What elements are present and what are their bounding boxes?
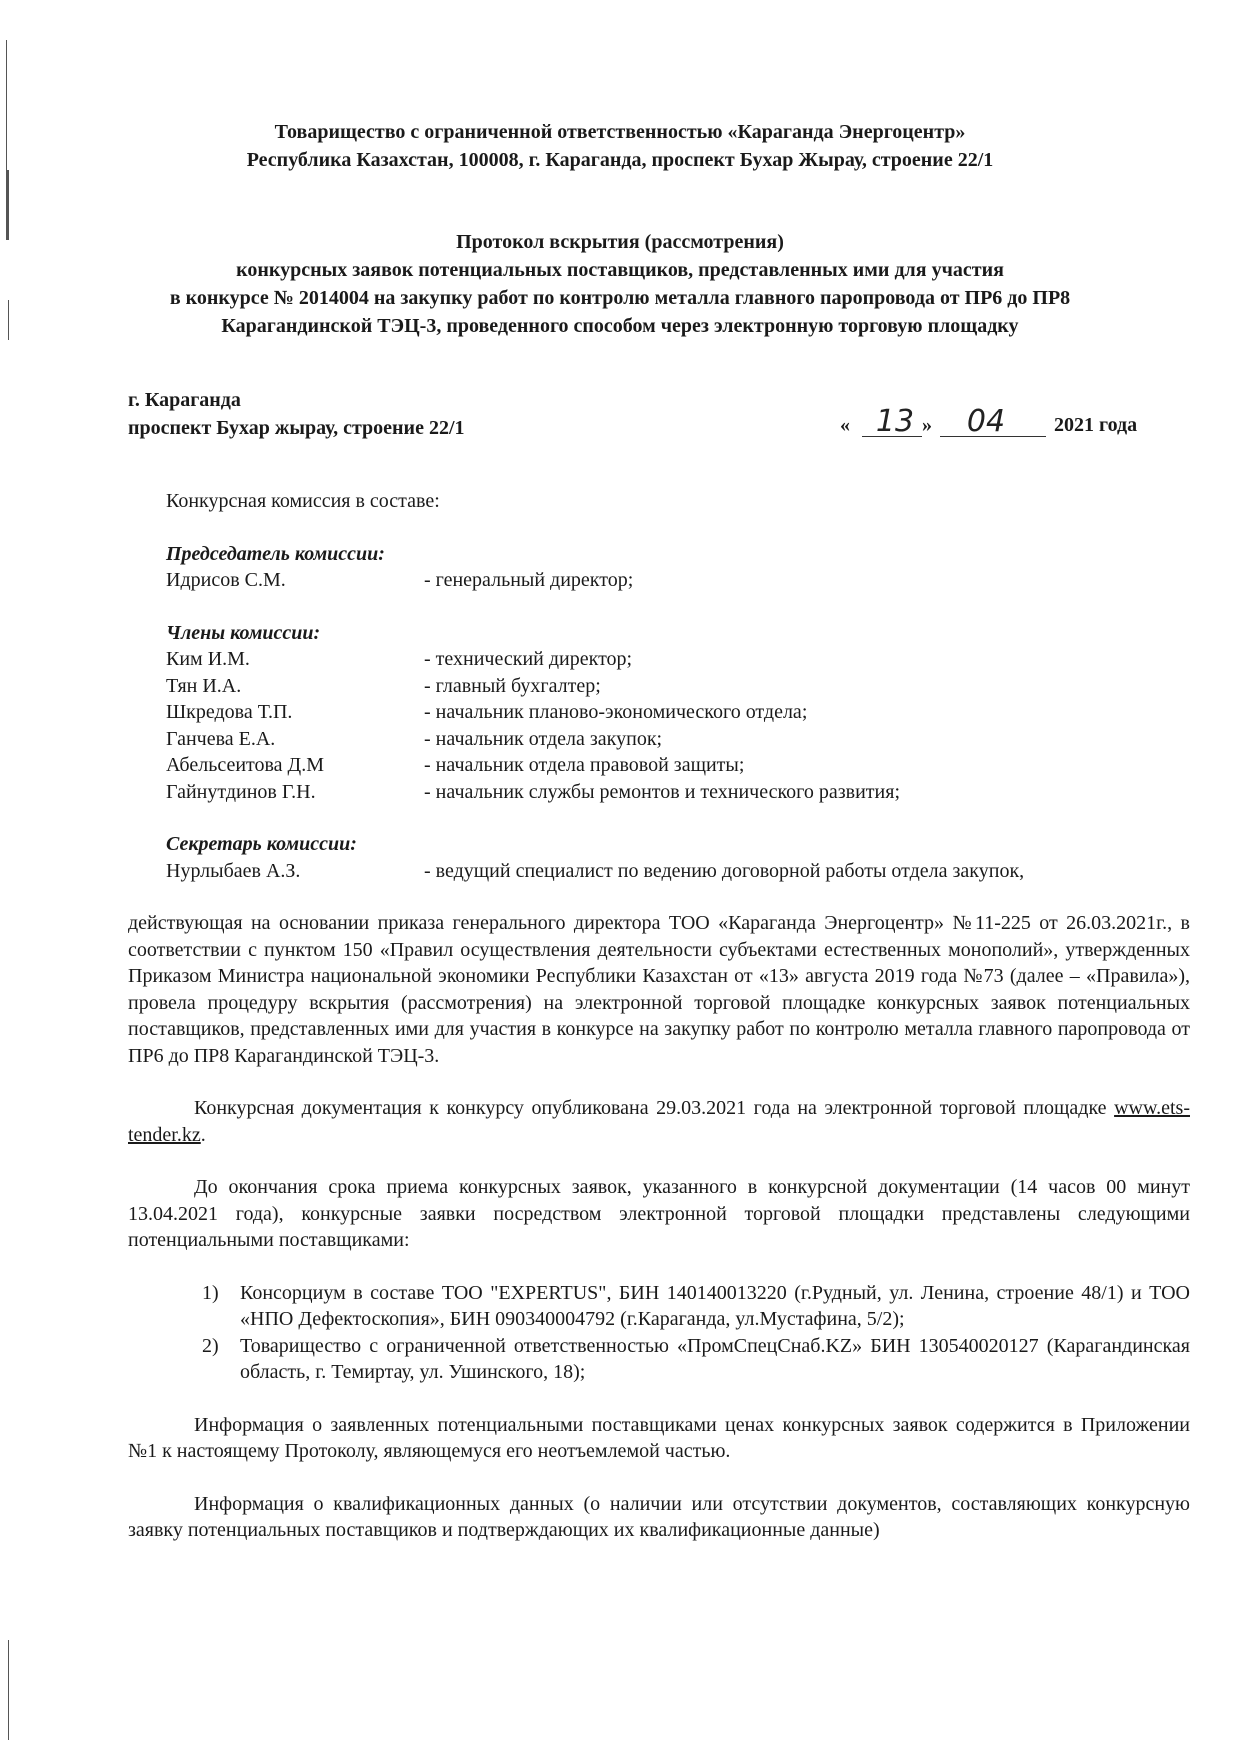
protocol-body xyxy=(128,910,1190,1570)
date-close-quote: » xyxy=(922,414,932,436)
commission-list xyxy=(166,488,1146,884)
protocol-title xyxy=(0,228,1240,340)
member-name: Ганчева Е.А. xyxy=(166,727,276,750)
member-position: - начальник отдела правовой защиты; xyxy=(424,754,745,776)
member-name: Тян И.А. xyxy=(166,674,242,697)
chair-row xyxy=(166,567,1146,594)
member-row xyxy=(166,673,1146,700)
paragraph-basis: действующая на основании приказа генерального директора ТОО «Караганда Энергоцентр» №11-225 от 26.03.2021г., в соответствии с пунктом 150 «Правил осуществления деятельности субъектами естественных монополий», утвержденных Приказом Министра национальной экономики Республики Казахстан от «13» августа 2019 года №73 (далее – «Правила»), провела процедуру вскрытия (рассмотрения) на электронной торговой площадке конкурсных заявок потенциальных поставщиков, представленных ими для участия в конкурсе на закупку работ по контролю металла главного паропровода от ПР6 до ПР8 Карагандинской ТЭЦ-3. xyxy=(128,912,1190,1067)
member-name: Гайнутдинов Г.Н. xyxy=(166,780,316,803)
commission-intro: Конкурсная комиссия в составе: xyxy=(166,490,440,512)
date-open-quote: « xyxy=(840,414,850,436)
list-item xyxy=(128,1333,1190,1386)
list-item-number: 2) xyxy=(202,1334,219,1357)
organization-header xyxy=(0,118,1240,174)
list-item xyxy=(128,1280,1190,1333)
paragraph-qualification: Информация о квалификационных данных (о наличии или отсутствии документов, составляющих конкурсную заявку потенциальных поставщиков и подтверждающих их квалификационные данные) xyxy=(128,1492,1190,1541)
member-row xyxy=(166,646,1146,673)
paragraph-submissions: До окончания срока приема конкурсных заявок, указанного в конкурсной документации (14 часов 00 минут 13.04.2021 года), конкурсные заявки посредством электронной торговой площадки представлены следующими потенциальными поставщиками: xyxy=(128,1176,1190,1251)
member-row xyxy=(166,726,1146,753)
list-item-text: Товарищество с ограниченной ответственностью «ПромСпецСнаб.KZ» БИН 130540020127 (Карагандинская область, г. Темиртау, ул. Ушинского, 18); xyxy=(240,1334,1190,1383)
member-position: - начальник отдела закупок; xyxy=(424,727,663,750)
secretary-row xyxy=(166,858,1146,885)
member-position: - начальник службы ремонтов и технического развития; xyxy=(424,780,900,803)
member-name: Абельсеитова Д.М xyxy=(166,754,324,776)
chair-label: Председатель комиссии: xyxy=(166,542,385,565)
list-item-text: Консорциум в составе ТОО "EXPERTUS", БИН 140140013220 (г.Рудный, ул. Ленина, строение 48/1) и ТОО «НПО Дефектоскопия», БИН 090340004792 (г.Караганда, ул.Мустафина, 5/2); xyxy=(240,1281,1190,1330)
member-row xyxy=(166,752,1146,779)
member-row xyxy=(166,699,1146,726)
date-year: 2021 года xyxy=(1054,414,1138,436)
paragraph-publication xyxy=(128,1095,1190,1148)
member-position: - генеральный директор; xyxy=(424,569,634,591)
member-position: - ведущий специалист по ведению договорной работы отдела закупок, xyxy=(424,859,1025,882)
member-name: Ким И.М. xyxy=(166,648,250,670)
member-name: Идрисов С.М. xyxy=(166,569,286,591)
list-item-number: 1) xyxy=(202,1281,219,1304)
protocol-date xyxy=(840,404,1160,438)
member-name: Шкредова Т.П. xyxy=(166,701,293,723)
title-line-3: в конкурсе № 2014004 на закупку работ по контролю металла главного паропровода от ПР6 до ПР8 xyxy=(169,287,1071,309)
place-city: г. Караганда xyxy=(128,389,241,411)
organization-name: Товарищество с ограниченной ответственностью «Караганда Энергоцентр» xyxy=(274,121,966,143)
publication-text: Конкурсная документация к конкурсу опубликована 29.03.2021 года на электронной торговой площадке xyxy=(194,1097,1115,1119)
title-line-4: Карагандинской ТЭЦ-3, проведенного способом через электронную торговую площадку xyxy=(221,315,1019,337)
secretary-label: Секретарь комиссии: xyxy=(166,833,357,855)
member-position: - главный бухгалтер; xyxy=(424,674,601,697)
member-row xyxy=(166,779,1146,806)
member-position: - начальник планово-экономического отдела; xyxy=(424,701,808,723)
publication-text-end: . xyxy=(200,1123,206,1146)
organization-address: Республика Казахстан, 100008, г. Караганда, проспект Бухар Жырау, строение 22/1 xyxy=(246,149,994,171)
title-line-2: конкурсных заявок потенциальных поставщиков, представленных ими для участия xyxy=(236,259,1004,281)
scan-margin-line xyxy=(8,1640,9,1740)
date-month-underline xyxy=(940,436,1046,437)
title-line-1: Протокол вскрытия (рассмотрения) xyxy=(456,231,784,253)
paragraph-prices: Информация о заявленных потенциальными поставщиками ценах конкурсных заявок содержится в Приложении №1 к настоящему Протоколу, являющемуся его неотъемлемой частью. xyxy=(128,1413,1190,1462)
date-day-underline xyxy=(862,436,922,437)
member-name: Нурлыбаев А.З. xyxy=(166,859,301,882)
place-block xyxy=(128,386,465,442)
ets-tender-link[interactable]: www.ets-tender.kz xyxy=(128,1097,1190,1146)
supplier-list xyxy=(128,1280,1190,1386)
date-day-handwritten: 13 xyxy=(875,404,915,439)
date-month-handwritten: 04 xyxy=(966,404,1006,439)
place-street: проспект Бухар жырау, строение 22/1 xyxy=(128,417,465,439)
members-label: Члены комиссии: xyxy=(166,621,321,644)
member-position: - технический директор; xyxy=(424,648,633,670)
